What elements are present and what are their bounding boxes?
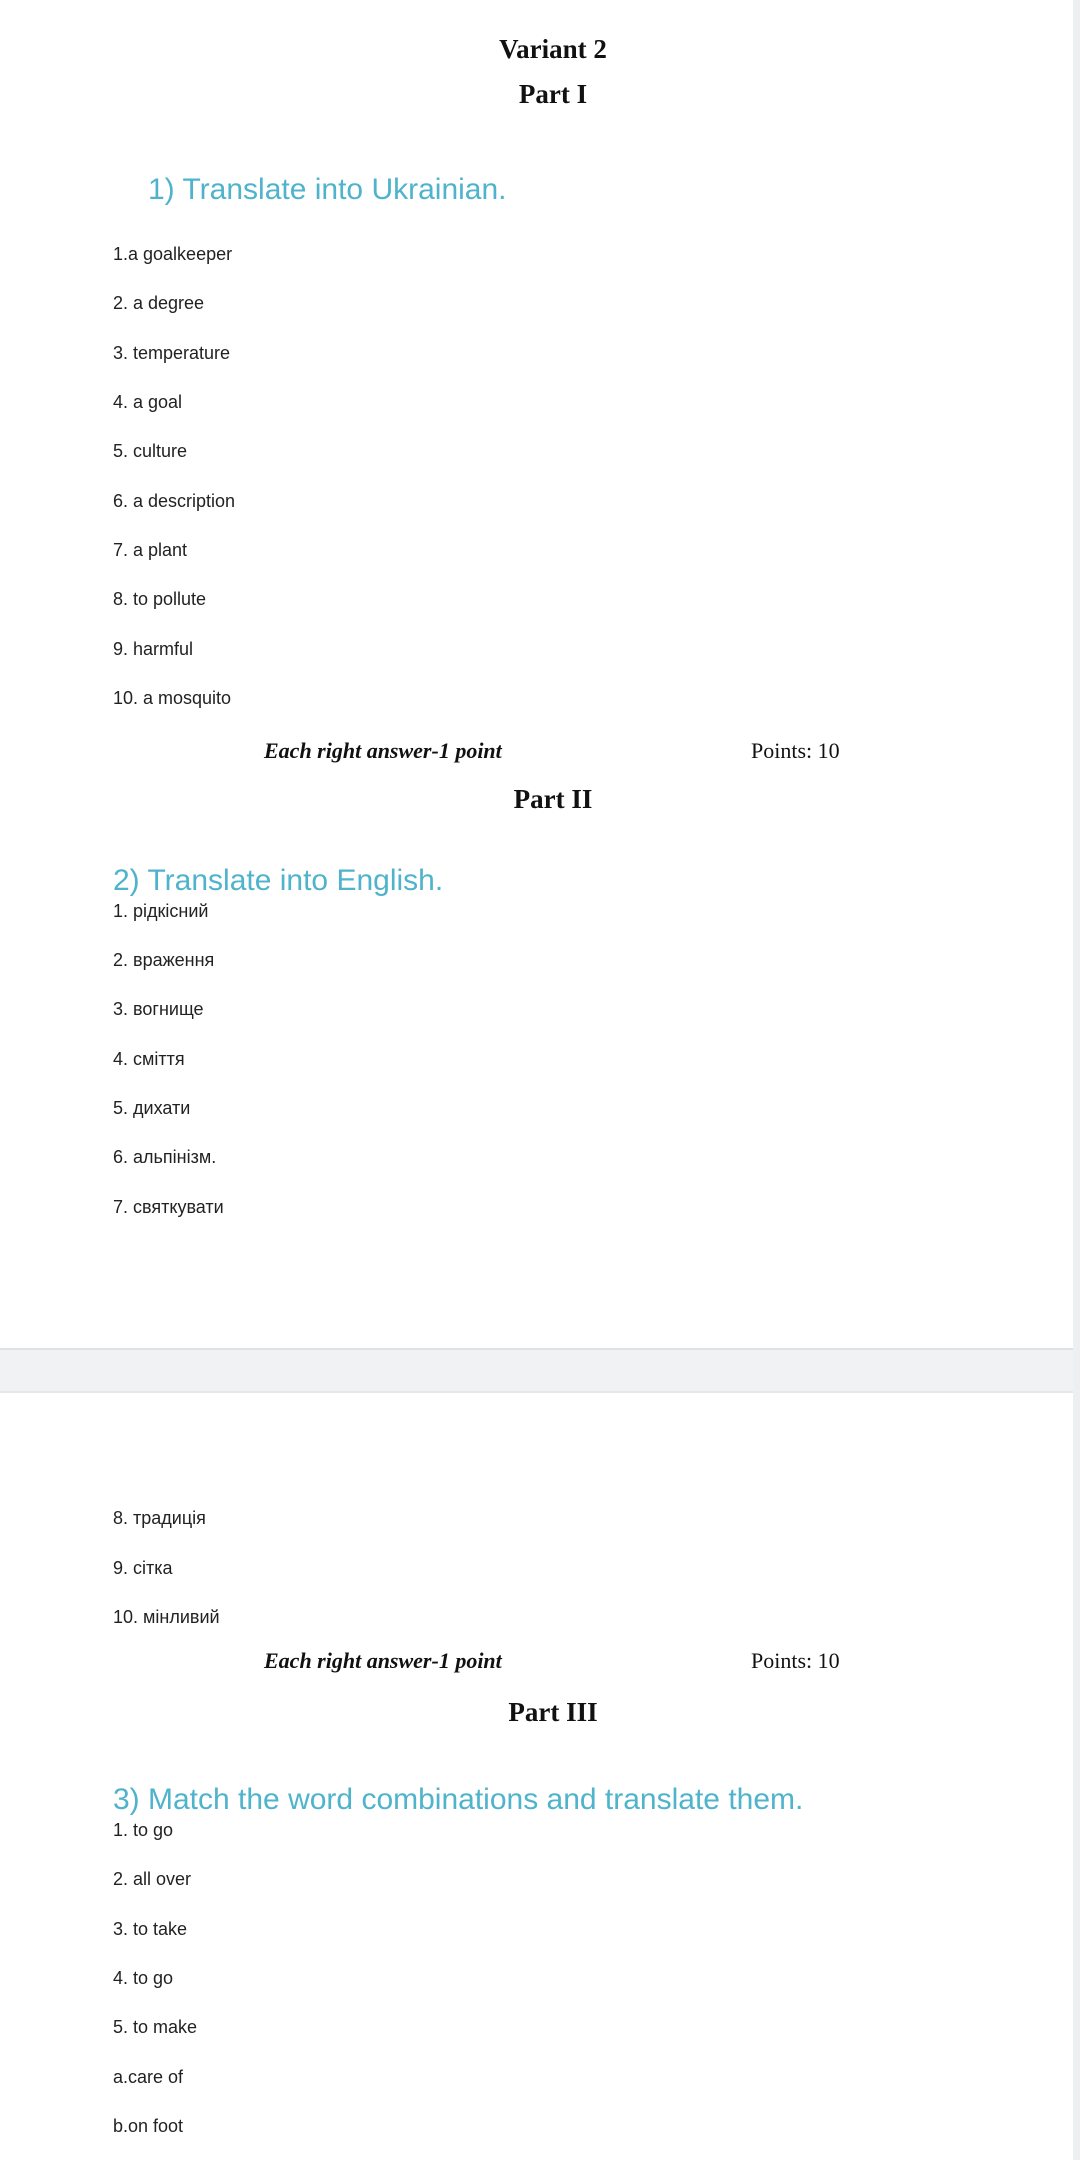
list-item: 9. harmful xyxy=(113,639,194,659)
list-item: 6. альпінізм. xyxy=(113,1147,217,1167)
list-item: 1.a goalkeeper xyxy=(113,244,233,264)
variant-title: Variant 2 xyxy=(499,34,607,64)
list-item: 5. дихати xyxy=(113,1098,191,1118)
list-item: 3. temperature xyxy=(113,343,231,363)
list-item: 9. сітка xyxy=(113,1558,173,1578)
list-item: 8. to pollute xyxy=(113,589,207,609)
part3-title: Part III xyxy=(508,1697,598,1727)
list-item: 2. a degree xyxy=(113,293,205,313)
part3-task-title: 3) Match the word combinations and translate them. xyxy=(113,1783,804,1816)
list-item: 3. to take xyxy=(113,1919,188,1939)
list-item: 2. враження xyxy=(113,950,215,970)
part2-task-title: 2) Translate into English. xyxy=(113,864,444,897)
score-note: Each right answer-1 point xyxy=(264,738,502,763)
list-item: a.care of xyxy=(113,2067,184,2087)
list-item: 10. мінливий xyxy=(113,1607,220,1627)
list-item: 8. традиція xyxy=(113,1508,206,1528)
list-item: 5. culture xyxy=(113,441,188,461)
part2-title: Part II xyxy=(513,784,593,814)
list-item: 7. a plant xyxy=(113,540,188,560)
list-item: b.on foot xyxy=(113,2116,184,2136)
part1-task-title: 1) Translate into Ukrainian. xyxy=(148,173,507,206)
score-note: Each right answer-1 point xyxy=(264,1648,502,1673)
list-item: 10. a mosquito xyxy=(113,688,232,708)
list-item: 4. сміття xyxy=(113,1049,185,1069)
viewer-right-edge xyxy=(1073,0,1080,2160)
list-item: 5. to make xyxy=(113,2017,198,2037)
part2-score-row xyxy=(0,1650,1073,1678)
list-item: 1. to go xyxy=(113,1820,174,1840)
document-page-2 xyxy=(0,1393,1073,2160)
part1-score-row xyxy=(0,740,1073,768)
page-break xyxy=(0,1348,1080,1393)
list-item: 7. святкувати xyxy=(113,1197,224,1217)
list-item: 3. вогнище xyxy=(113,999,204,1019)
list-item: 1. рідкісний xyxy=(113,901,209,921)
list-item: 2. all over xyxy=(113,1869,192,1889)
points-total: Points: 10 xyxy=(751,1648,840,1673)
part1-title: Part I xyxy=(518,79,588,109)
list-item: 4. a goal xyxy=(113,392,183,412)
points-total: Points: 10 xyxy=(751,738,840,763)
list-item: 6. a description xyxy=(113,491,236,511)
list-item: 4. to go xyxy=(113,1968,174,1988)
